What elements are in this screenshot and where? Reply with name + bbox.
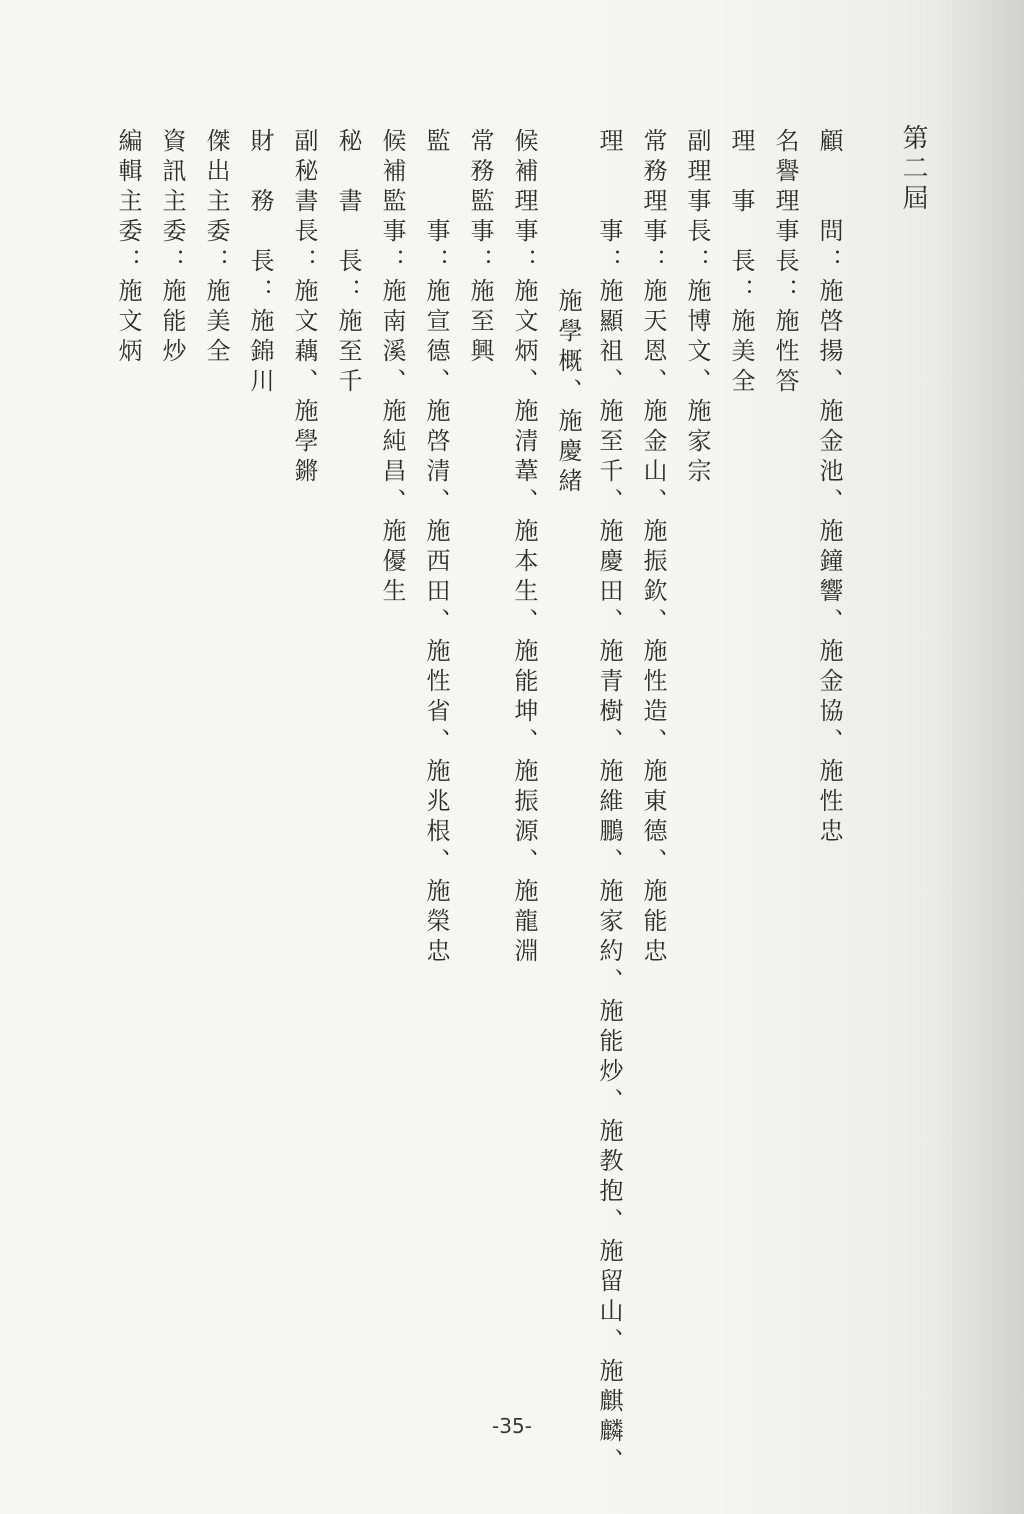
vice-chairman-line: 副理事長：施博文、施家宗 — [683, 128, 711, 488]
executive-directors-line: 常務理事：施天恩、施金山、施振欽、施性造、施東德、施能忠 — [639, 128, 667, 968]
section-heading: 第二屆 — [898, 124, 928, 214]
information-committee-chair-line: 資訊主委：施能炒 — [158, 128, 186, 368]
alternate-supervisors-line: 候補監事：施南溪、施純昌、施優生 — [378, 128, 406, 608]
honorary-chairman-line: 名譽理事長：施性答 — [771, 128, 799, 398]
outstanding-committee-chair-line: 傑出主委：施美全 — [202, 128, 230, 368]
executive-supervisor-line: 常務監事：施至興 — [466, 128, 494, 368]
secretary-general-line: 秘 書 長：施至千 — [334, 128, 362, 398]
advisors-line: 顧 問：施啓揚、施金池、施鐘響、施金協、施性忠 — [815, 128, 843, 848]
directors-line: 理 事：施顯祖、施至千、施慶田、施青樹、施維鵬、施家約、施能炒、施教抱、施留山、施麒麟、 — [595, 128, 623, 1478]
deputy-secretary-general-line: 副秘書長：施文藕、施學鏘 — [290, 128, 318, 488]
page-number: -35- — [492, 1414, 532, 1438]
directors-continuation-line: 施學概、施慶緒 — [554, 288, 582, 498]
treasurer-line: 財 務 長：施錦川 — [246, 128, 274, 398]
alternate-directors-line: 候補理事：施文炳、施清葦、施本生、施能坤、施振源、施龍淵 — [510, 128, 538, 968]
editorial-committee-chair-line: 編輯主委：施文炳 — [114, 128, 142, 368]
chairman-line: 理 事 長：施美全 — [727, 128, 755, 398]
supervisors-line: 監 事：施宣德、施啓清、施西田、施性省、施兆根、施榮忠 — [422, 128, 450, 968]
page-edge-shadow — [934, 0, 1024, 1514]
